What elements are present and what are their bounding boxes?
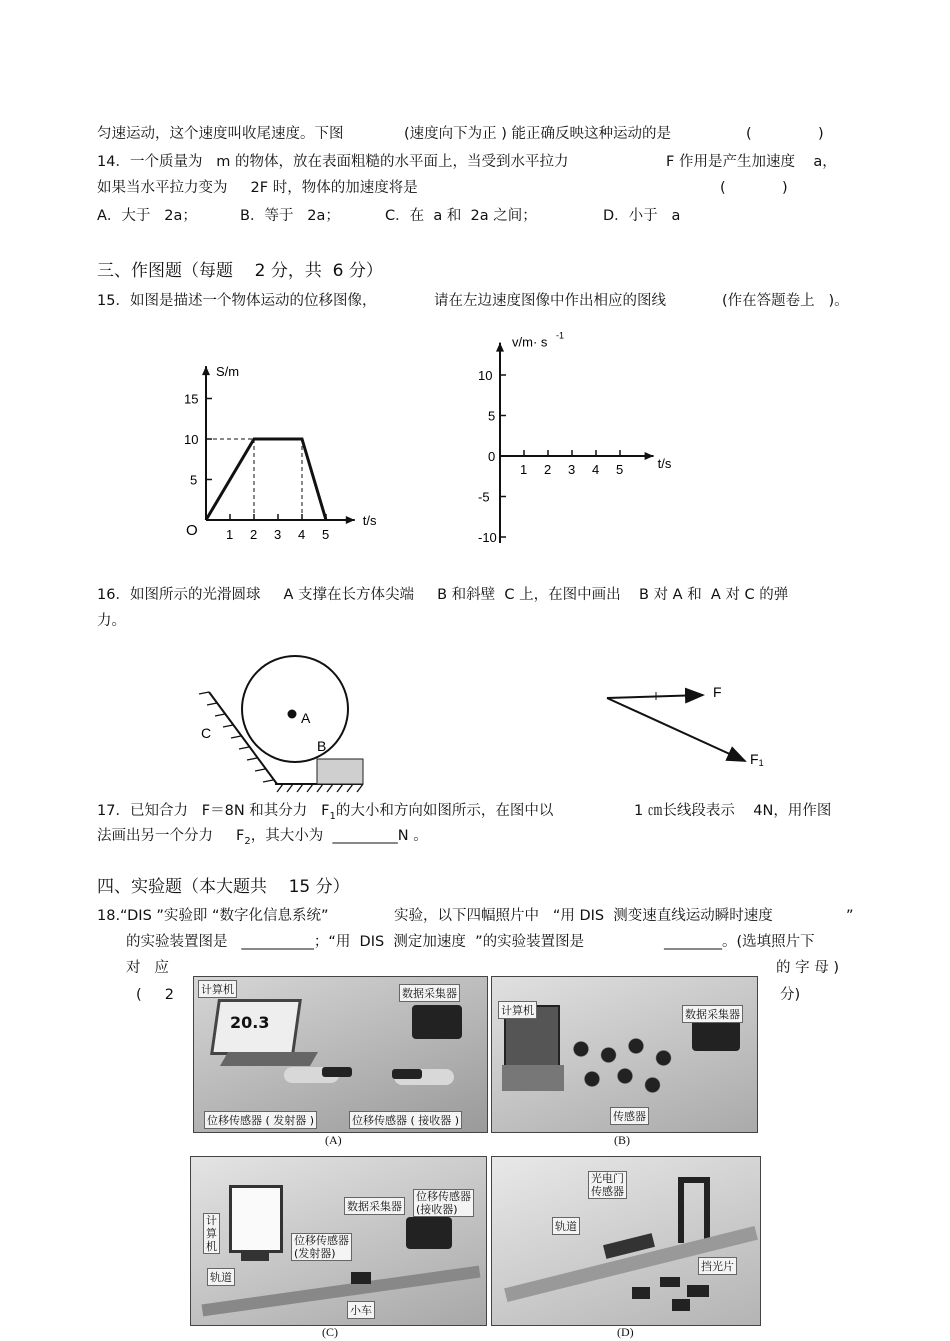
photo-c-label-cart: 小车 <box>347 1301 375 1319</box>
photo-a-label-receiver: 位移传感器 ( 接收器 ) <box>349 1111 462 1129</box>
track <box>202 1266 481 1317</box>
y-tick-label: -5 <box>478 489 490 505</box>
y-axis-arrow <box>202 366 210 375</box>
q13-text-2: (速度向下为正 ) 能正确反映这种运动的是 <box>404 126 672 142</box>
photo-c-label-track: 轨道 <box>207 1268 235 1286</box>
q13-answer-open: ( <box>746 126 752 142</box>
section-4-title: 四、实验题（本大题共 15 分） <box>97 877 350 897</box>
x-tick-label: 4 <box>592 462 600 477</box>
x-tick-label: 2 <box>250 527 258 542</box>
velocity-time-chart <box>470 325 690 555</box>
label-a: A <box>301 710 311 726</box>
x-axis-arrow <box>645 452 654 460</box>
x-axis-label: t/s <box>657 456 672 471</box>
photo-a-label-emitter: 位移传感器 ( 发射器 ) <box>204 1111 317 1129</box>
q18-line2b: ________。(选填照片下 <box>664 934 815 950</box>
y-tick-label: 5 <box>488 408 496 424</box>
laptop-screen-value: 20.3 <box>230 1013 270 1032</box>
block-b <box>317 759 363 784</box>
x-tick-label: 4 <box>298 527 306 542</box>
photo-a-label-collector: 数据采集器 <box>399 984 460 1002</box>
y-axis-label: v/m· s <box>512 334 548 350</box>
data-collector <box>406 1217 452 1249</box>
x-axis-label: t/s <box>362 513 377 528</box>
photo-b-label-collector: 数据采集器 <box>682 1005 743 1023</box>
x-tick-label: 2 <box>544 462 552 477</box>
q17-line1: 17．已知合力 F＝8N 和其分力 $F_1$的大小和方向如图所示，在图中以 <box>97 803 554 822</box>
ball-center <box>288 710 297 719</box>
y-tick-label: 10 <box>478 368 493 383</box>
data-collector <box>412 1005 462 1039</box>
photo-a <box>193 976 488 1133</box>
q14-line2: 如果当水平拉力变为 2F 时，物体的加速度将是 <box>97 180 418 196</box>
x-axis-arrow <box>346 516 355 524</box>
y-axis-arrow <box>496 343 504 352</box>
photo-c-label-computer: 计 算 机 <box>203 1213 220 1254</box>
q14-line1: 14．一个质量为 m 的物体，放在表面粗糙的水平面上，当受到水平拉力 <box>97 154 569 170</box>
x-tick-label: 1 <box>520 462 528 477</box>
sensor-set <box>570 1037 680 1097</box>
x-tick-label: 5 <box>616 462 624 477</box>
label-f1: F1 <box>750 751 764 768</box>
q18-line1a: 18.“DIS ”实验即 “数字化信息系统” <box>97 908 329 924</box>
q15-text-b: 请在左边速度图像中作出相应的图线 <box>434 293 666 309</box>
force-vector-diagram <box>595 675 785 775</box>
monitor-stand <box>241 1251 269 1261</box>
y-tick-label: 0 <box>488 449 496 464</box>
x-tick-label: 1 <box>226 527 234 542</box>
q14-option-b: B．等于 2a； <box>240 208 340 224</box>
photo-d-label-photogate: 光电门 传感器 <box>588 1171 627 1199</box>
vector-f1 <box>607 698 745 761</box>
q14-option-d: D．小于 a <box>603 208 681 224</box>
displacement-line <box>206 439 326 520</box>
photo-c-label-emitter: 位移传感器 (发射器) <box>291 1233 352 1261</box>
photo-c-label-receiver: 位移传感器 (接收器) <box>413 1189 474 1217</box>
label-f: F <box>713 684 722 700</box>
label-c: C <box>201 725 212 741</box>
x-tick-label: 3 <box>568 462 576 477</box>
photo-b <box>491 976 758 1133</box>
ground-hatching <box>277 784 363 792</box>
q18-line1c: ” <box>846 908 854 924</box>
q18-line2a: 的实验装置图是 __________；“用 DIS 测定加速度 ”的实验装置图是 <box>126 934 585 950</box>
vector-f <box>607 695 703 698</box>
shutter-plates <box>632 1277 722 1313</box>
x-tick-label: 5 <box>322 527 330 542</box>
y-tick-label: -10 <box>478 530 497 545</box>
q14-option-c: C．在 a 和 2a 之间； <box>385 208 537 224</box>
photo-d-label-track: 轨道 <box>552 1217 580 1235</box>
y-tick-label: 15 <box>184 391 199 407</box>
monitor <box>229 1185 283 1253</box>
ball-a <box>242 656 348 762</box>
q18-line3a: 对 应 <box>126 960 169 976</box>
photo-b-caption: (B) <box>614 1133 630 1147</box>
q18-line4a: ( 2 <box>136 987 174 1003</box>
q17-line1c: 1 ㎝长线段表示 4N，用作图 <box>634 803 832 819</box>
sensor-emitter <box>322 1067 352 1077</box>
y-tick-label: 10 <box>184 432 199 447</box>
q18-line4b: 分) <box>780 987 801 1003</box>
x-tick-label: 3 <box>274 527 282 542</box>
q14-option-a: A．大于 2a； <box>97 208 197 224</box>
photo-d-caption: (D) <box>617 1325 634 1339</box>
q15-text-a: 15．如图是描述一个物体运动的位移图像， <box>97 293 377 309</box>
q15-text-c: (作在答题卷上 )。 <box>722 293 849 309</box>
cart <box>351 1272 371 1284</box>
displacement-time-chart <box>170 330 410 550</box>
photo-d-label-shutter: 挡光片 <box>698 1257 737 1275</box>
section-3-title: 三、作图题（每题 2 分，共 6 分） <box>97 261 383 281</box>
photo-d <box>491 1156 761 1326</box>
laptop-base <box>502 1065 564 1091</box>
photo-c-label-collector: 数据采集器 <box>344 1197 405 1215</box>
q16-line1: 16．如图所示的光滑圆球 A 支撑在长方体尖端 B 和斜壁 C 上，在图中画出 B 对 A 和 A 对 C 的弹 <box>97 587 789 603</box>
y-axis-label: S/m <box>216 364 240 380</box>
q17-line2: 法画出另一个分力 $F_2$，其大小为 _________N 。 <box>97 828 428 847</box>
photo-b-label-sensor: 传感器 <box>610 1107 649 1125</box>
q13-answer-close: ) <box>818 126 824 142</box>
photo-c <box>190 1156 487 1326</box>
q13-text: 匀速运动，这个速度叫收尾速度。下图 <box>97 126 344 142</box>
q18-line3b: 的 字 母 ) <box>776 960 839 976</box>
sensor-receiver <box>392 1069 422 1079</box>
origin-label: O <box>186 522 198 539</box>
q14-line1b: F 作用是产生加速度 a， <box>666 154 837 170</box>
q14-answer-close: ) <box>782 180 788 196</box>
photo-c-caption: (C) <box>322 1325 338 1339</box>
label-b: B <box>317 738 327 754</box>
photo-a-label-computer: 计算机 <box>198 980 237 998</box>
photo-a-caption: (A) <box>325 1133 342 1147</box>
q14-answer-open: ( <box>720 180 726 196</box>
y-tick-label: 5 <box>190 472 198 488</box>
laptop-base <box>220 1052 318 1066</box>
q18-line1b: 实验，以下四幅照片中 “用 DIS 测变速直线运动瞬时速度 <box>394 908 773 924</box>
ball-on-block-diagram <box>195 650 375 800</box>
photo-b-label-computer: 计算机 <box>498 1001 537 1019</box>
y-axis-label-sup: -1 <box>556 330 565 341</box>
photogate <box>678 1177 710 1243</box>
q16-line2: 力。 <box>97 613 126 629</box>
